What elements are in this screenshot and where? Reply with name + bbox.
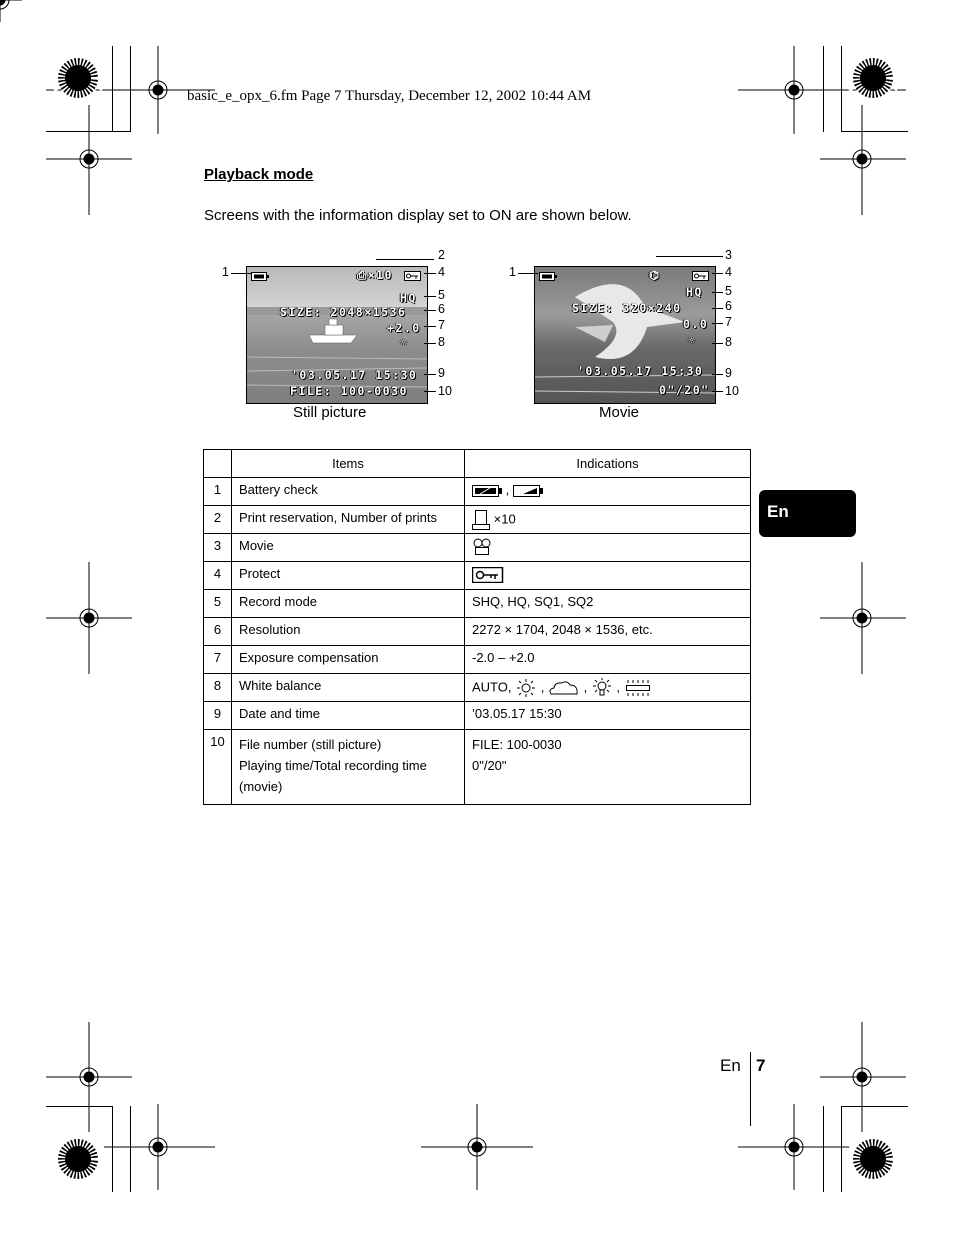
battery-full-icon <box>251 272 269 281</box>
table-row: 6 Resolution 2272 × 1704, 2048 × 1536, etc. <box>204 618 751 646</box>
movie-camera-icon <box>472 538 492 556</box>
protect-key-icon <box>472 567 504 583</box>
footer-divider <box>750 1052 751 1126</box>
sun-icon <box>515 679 537 697</box>
still-picture-screen <box>246 266 428 404</box>
table-row: 3 Movie <box>204 534 751 562</box>
still-record-mode: HQ <box>400 291 417 305</box>
table-row: 5 Record mode SHQ, HQ, SQ1, SQ2 <box>204 590 751 618</box>
still-datetime: '03.05.17 15:30 <box>291 368 418 382</box>
battery-full-icon <box>472 485 502 497</box>
column-header-items: Items <box>232 450 465 478</box>
movie-datetime: '03.05.17 15:30 <box>577 364 704 378</box>
cloud-icon <box>548 680 580 696</box>
movie-wb-sun-icon: ☼ <box>688 333 697 347</box>
language-tab: En <box>759 490 856 537</box>
battery-low-icon <box>513 485 543 497</box>
table-row: 10 File number (still picture) Playing time/Total recording time (movie) FILE: 100-0030 0"/20" <box>204 730 751 805</box>
tungsten-icon <box>591 678 613 698</box>
protect-key-icon <box>404 271 421 281</box>
section-title: Playback mode <box>204 166 314 183</box>
table-row: 7 Exposure compensation -2.0 – +2.0 <box>204 646 751 674</box>
movie-resolution: SIZE: 320×240 <box>572 301 682 315</box>
movie-camera-icon: ⌬ <box>649 268 661 282</box>
table-row: 1 Battery check , <box>204 478 751 506</box>
footer-language: En <box>720 1056 741 1075</box>
still-wb-sun-icon: ☼ <box>400 335 409 349</box>
fluorescent-icon <box>624 679 652 697</box>
intro-text: Screens with the information display set to ON are shown below. <box>204 207 632 224</box>
table-row: 9 Date and time ’03.05.17 15:30 <box>204 702 751 730</box>
page-number: 7 <box>756 1056 766 1075</box>
table-row: 8 White balance AUTO, , , , <box>204 674 751 702</box>
still-file-number: FILE: 100-0030 <box>290 384 408 398</box>
print-icon <box>472 510 490 530</box>
table-header-row <box>204 450 751 478</box>
battery-full-icon <box>539 272 557 281</box>
still-picture-caption: Still picture <box>293 404 367 421</box>
still-exposure: +2.0 <box>387 321 421 335</box>
movie-screen <box>534 266 716 404</box>
movie-record-mode: HQ <box>686 285 703 299</box>
table-row: 2 Print reservation, Number of prints ×10 <box>204 506 751 534</box>
movie-exposure: 0.0 <box>683 317 709 331</box>
table-row: 4 Protect <box>204 562 751 590</box>
still-print-info: ⎙×10 <box>357 268 393 282</box>
column-header-indications: Indications <box>465 450 751 478</box>
still-resolution: SIZE: 2048×1536 <box>280 305 407 319</box>
indications-table <box>203 449 751 805</box>
file-header: basic_e_opx_6.fm Page 7 Thursday, December 12, 2002 10:44 AM <box>187 88 592 104</box>
movie-time: 0"/20" <box>659 383 710 397</box>
movie-caption: Movie <box>599 404 640 421</box>
protect-key-icon <box>692 271 709 281</box>
